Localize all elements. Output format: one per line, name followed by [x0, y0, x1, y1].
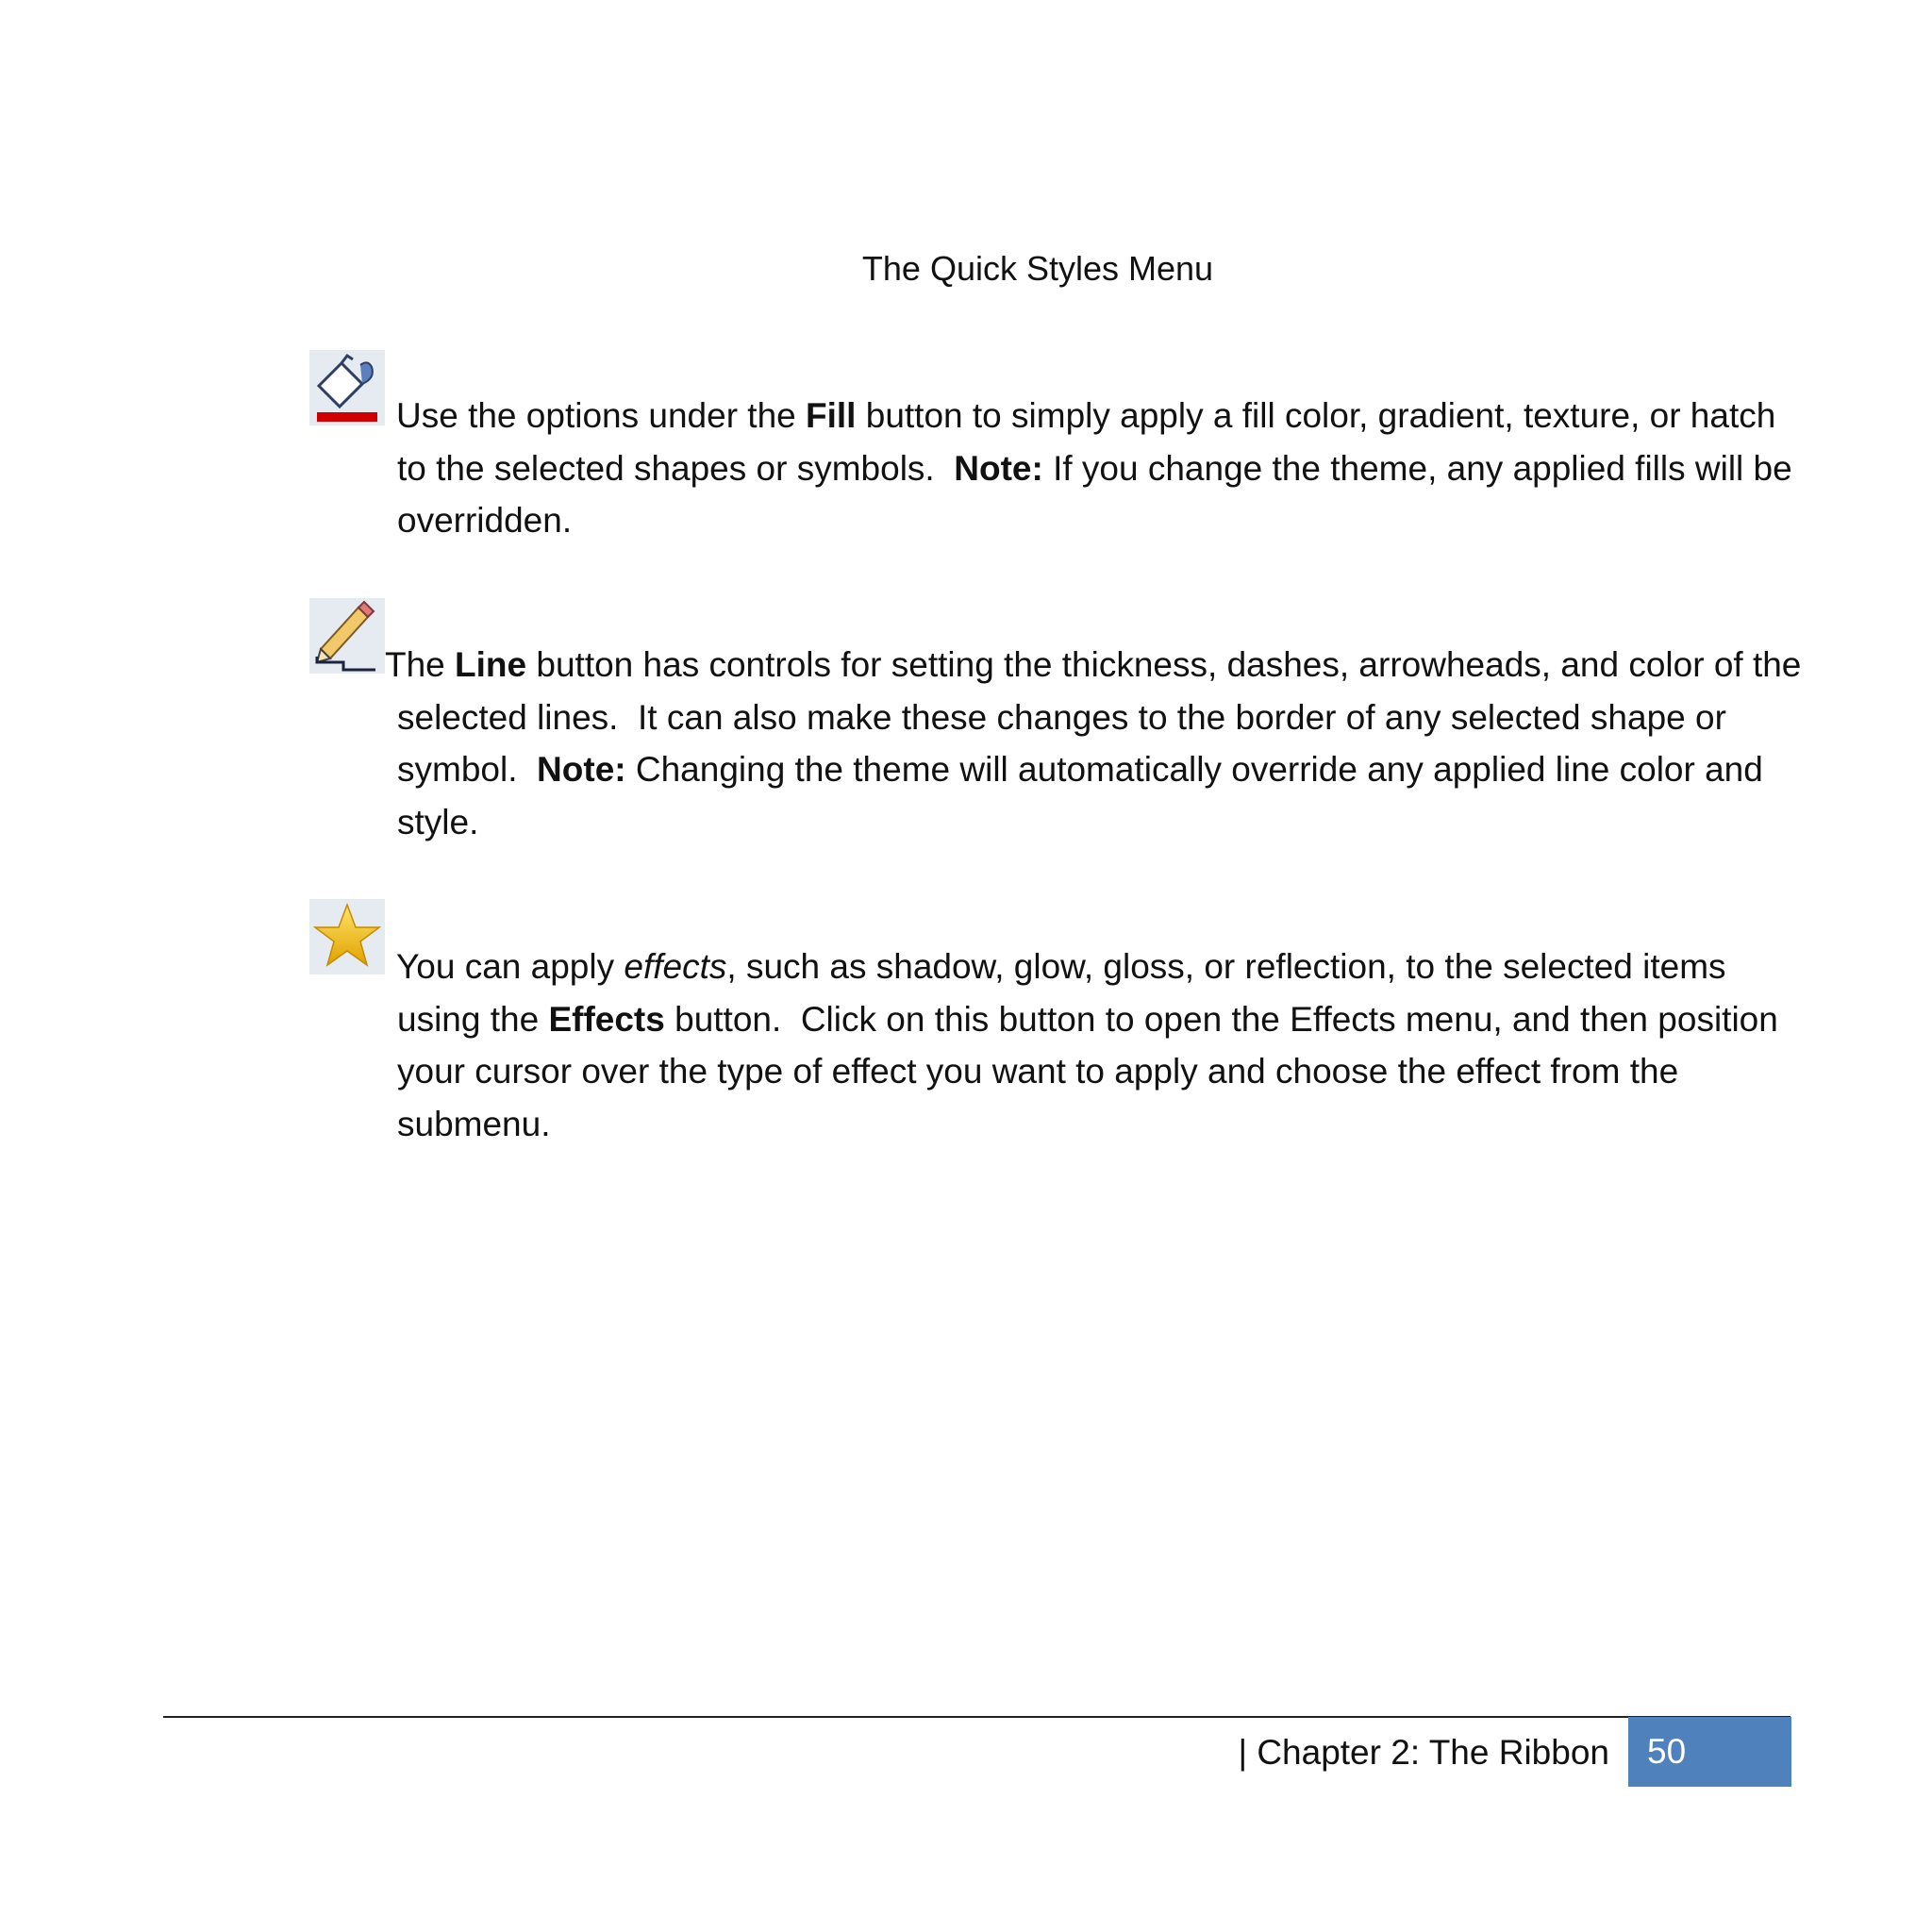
footer-divider [163, 1716, 1790, 1718]
effects-paragraph [396, 941, 1792, 1150]
text-line [397, 442, 1792, 495]
page-number-badge: 50 [1628, 1717, 1791, 1787]
text-span: You can apply [396, 947, 625, 986]
text-line [397, 1098, 1792, 1151]
line-paragraph [385, 639, 1802, 848]
text-line [385, 639, 1802, 691]
text-line [397, 993, 1792, 1046]
star-icon [309, 899, 385, 974]
note-label: Note: [537, 750, 626, 789]
text-span: button has controls for setting the thickness, dashes, arrowheads, and color of the [526, 645, 1802, 684]
pencil-line-icon [309, 598, 385, 674]
fill-paragraph [396, 390, 1792, 547]
effects-term-italic: effects [624, 947, 727, 986]
text-span: overridden. [397, 501, 573, 540]
paint-bucket-icon [309, 350, 385, 425]
effects-term: Effects [548, 999, 665, 1039]
text-span: The [385, 645, 456, 684]
text-span: using the [397, 999, 549, 1039]
text-span: Use the options under the [396, 396, 807, 435]
text-span: Changing the theme will automatically override any applied line color and [625, 750, 1763, 789]
text-span: your cursor over the type of effect you want to apply and choose the effect from the [397, 1052, 1679, 1091]
text-line [396, 390, 1792, 442]
fill-term: Fill [806, 396, 857, 435]
text-span: , such as shadow, glow, gloss, or reflection, to the selected items [726, 947, 1726, 986]
text-span: style. [397, 802, 479, 841]
text-line [396, 941, 1792, 993]
text-line [397, 796, 1792, 849]
text-line [397, 691, 1792, 744]
text-line [397, 743, 1792, 796]
text-span: button to simply apply a fill color, gradient, texture, or hatch [856, 396, 1776, 435]
text-span: submenu. [397, 1104, 551, 1143]
line-term: Line [455, 645, 527, 684]
text-line [397, 1045, 1792, 1098]
footer-chapter-label: | Chapter 2: The Ribbon [1238, 1733, 1609, 1772]
text-span: If you change the theme, any applied fills will be [1042, 448, 1792, 488]
text-line [397, 494, 1792, 547]
text-span: to the selected shapes or symbols. [397, 448, 955, 488]
note-label: Note: [954, 448, 1043, 488]
text-span: symbol. [397, 750, 538, 789]
text-span: button. Click on this button to open the Effects menu, and then position [664, 999, 1778, 1039]
page-title: The Quick Styles Menu [861, 249, 1214, 288]
text-span: selected lines. It can also make these changes to the border of any selected shape or [397, 697, 1726, 737]
